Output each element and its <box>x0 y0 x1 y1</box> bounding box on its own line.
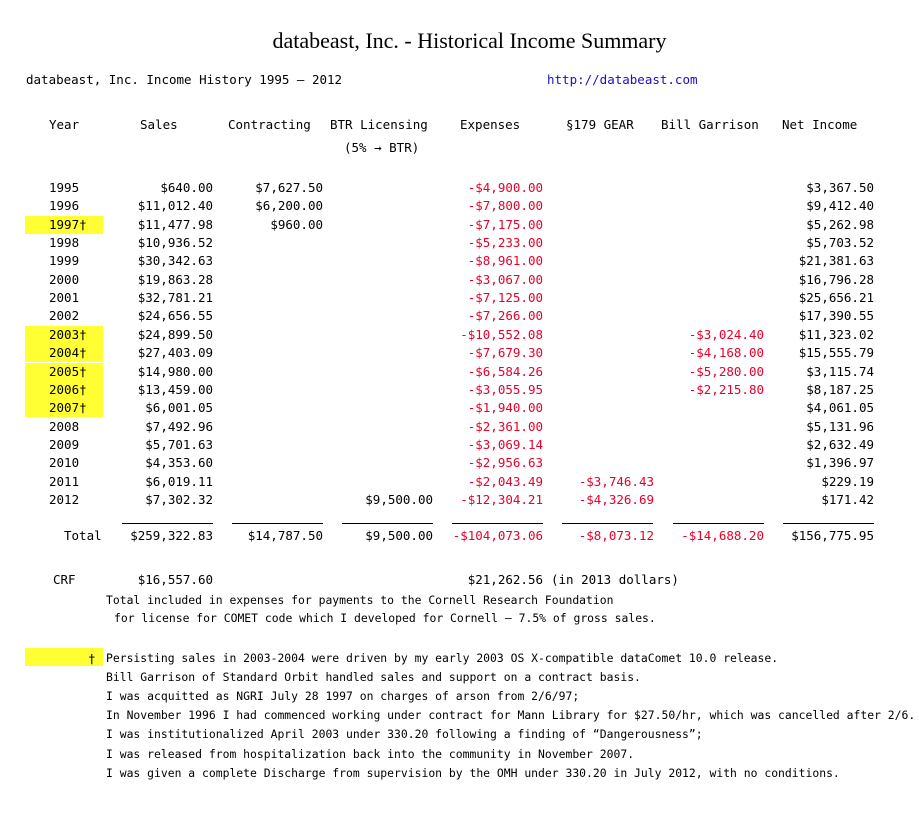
cell-net: $2,632.49 <box>806 437 874 452</box>
total-btr: $9,500.00 <box>365 528 433 543</box>
cell-net: $5,262.98 <box>806 217 874 232</box>
header-garrison: Bill Garrison <box>661 117 759 132</box>
cell-expenses: -$7,175.00 <box>467 217 543 232</box>
cell-net: $1,396.97 <box>806 455 874 470</box>
cell-expenses: -$6,584.26 <box>467 364 543 379</box>
cell-expenses: -$7,125.00 <box>467 290 543 305</box>
cell-net: $25,656.21 <box>798 290 874 305</box>
total-sales: $259,322.83 <box>130 528 213 543</box>
cell-expenses: -$1,940.00 <box>467 400 543 415</box>
table-row <box>0 400 919 418</box>
table-row <box>0 327 919 345</box>
cell-expenses: -$8,961.00 <box>467 253 543 268</box>
cell-expenses: -$4,900.00 <box>467 180 543 195</box>
table-row <box>0 217 919 235</box>
cell-net: $21,381.63 <box>798 253 874 268</box>
cell-year: 2010 <box>49 455 80 470</box>
total-contracting: $14,787.50 <box>247 528 323 543</box>
table-row <box>0 253 919 271</box>
cell-net: $11,323.02 <box>798 327 874 342</box>
cell-sales: $24,656.55 <box>137 308 213 323</box>
cell-sales: $10,936.52 <box>137 235 213 250</box>
cell-net: $16,796.28 <box>798 272 874 287</box>
cell-expenses: -$7,266.00 <box>467 308 543 323</box>
total-rule-btr <box>342 523 433 524</box>
cell-year: 2008 <box>49 419 80 434</box>
total-rule-sales <box>122 523 213 524</box>
total-rule-expenses <box>452 523 543 524</box>
header-contracting: Contracting <box>228 117 311 132</box>
crf-label: CRF <box>53 572 76 587</box>
total-garrison: -$14,688.20 <box>681 528 764 543</box>
cell-contracting: $6,200.00 <box>255 198 323 213</box>
table-row <box>0 308 919 326</box>
cell-sales: $11,012.40 <box>137 198 213 213</box>
cell-expenses: -$3,067.00 <box>467 272 543 287</box>
cell-net: $3,367.50 <box>806 180 874 195</box>
header-btr-sub: (5% → BTR) <box>344 140 420 155</box>
table-row <box>0 272 919 290</box>
cell-sales: $32,781.21 <box>137 290 213 305</box>
crf-value-2013: $21,262.56 <box>467 572 543 587</box>
total-rule-net <box>783 523 874 524</box>
cell-gear: -$3,746.43 <box>578 474 654 489</box>
footnote-line: Persisting sales in 2003-2004 were driven by my early 2003 OS X-compatible dataComet 10.0 release. <box>106 651 779 665</box>
footnote-line: In November 1996 I had commenced working under contract for Mann Library for $27.50/hr, which was cancelled after 2/6. <box>106 708 916 722</box>
total-rule-contracting <box>232 523 323 524</box>
cell-expenses: -$7,679.30 <box>467 345 543 360</box>
cell-year: 1999 <box>49 253 80 268</box>
cell-sales: $5,701.63 <box>145 437 213 452</box>
cell-year: 2005† <box>49 364 87 379</box>
table-row <box>0 437 919 455</box>
cell-sales: $640.00 <box>160 180 213 195</box>
cell-net: $4,061.05 <box>806 400 874 415</box>
footnote-marker: † <box>88 651 96 666</box>
cell-garrison: -$2,215.80 <box>688 382 764 397</box>
cell-net: $3,115.74 <box>806 364 874 379</box>
table-row <box>0 382 919 400</box>
cell-contracting: $960.00 <box>270 217 323 232</box>
cell-year: 1997† <box>49 217 87 232</box>
crf-note-line-1: Total included in expenses for payments to the Cornell Research Foundation <box>106 593 614 607</box>
table-row <box>0 235 919 253</box>
cell-year: 2004† <box>49 345 87 360</box>
cell-sales: $4,353.60 <box>145 455 213 470</box>
crf-note-line-2: for license for COMET code which I developed for Cornell – 7.5% of gross sales. <box>114 611 656 625</box>
cell-sales: $19,863.28 <box>137 272 213 287</box>
table-row <box>0 364 919 382</box>
cell-year: 1998 <box>49 235 80 250</box>
cell-year: 2006† <box>49 382 87 397</box>
total-rule-garrison <box>673 523 764 524</box>
cell-year: 2009 <box>49 437 80 452</box>
cell-net: $17,390.55 <box>798 308 874 323</box>
header-year: Year <box>49 117 80 132</box>
cell-year: 2001 <box>49 290 80 305</box>
cell-expenses: -$12,304.21 <box>460 492 543 507</box>
cell-expenses: -$2,956.63 <box>467 455 543 470</box>
cell-net: $171.42 <box>821 492 874 507</box>
total-label: Total <box>64 528 102 543</box>
cell-sales: $6,001.05 <box>145 400 213 415</box>
cell-sales: $7,302.32 <box>145 492 213 507</box>
cell-net: $5,703.52 <box>806 235 874 250</box>
header-expenses: Expenses <box>460 117 521 132</box>
header-btr-licensing: BTR Licensing <box>330 117 428 132</box>
cell-btr: $9,500.00 <box>365 492 433 507</box>
cell-expenses: -$3,055.95 <box>467 382 543 397</box>
cell-year: 2011 <box>49 474 80 489</box>
cell-sales: $24,899.50 <box>137 327 213 342</box>
cell-expenses: -$3,069.14 <box>467 437 543 452</box>
cell-sales: $7,492.96 <box>145 419 213 434</box>
table-row <box>0 180 919 198</box>
page-title: databeast, Inc. - Historical Income Summary <box>272 28 667 53</box>
cell-garrison: -$3,024.40 <box>688 327 764 342</box>
cell-year: 2000 <box>49 272 80 287</box>
total-expenses: -$104,073.06 <box>452 528 543 543</box>
cell-expenses: -$2,361.00 <box>467 419 543 434</box>
cell-garrison: -$4,168.00 <box>688 345 764 360</box>
cell-expenses: -$5,233.00 <box>467 235 543 250</box>
crf-value-2013-note: (in 2013 dollars) <box>551 572 679 587</box>
cell-year: 1995 <box>49 180 80 195</box>
table-caption: databeast, Inc. Income History 1995 – 2012 <box>26 72 343 87</box>
header-gear: §179 GEAR <box>566 117 634 132</box>
total-gear: -$8,073.12 <box>578 528 654 543</box>
cell-net: $8,187.25 <box>806 382 874 397</box>
cell-net: $9,412.40 <box>806 198 874 213</box>
cell-sales: $6,019.11 <box>145 474 213 489</box>
cell-year: 2007† <box>49 400 87 415</box>
footnote-line: Bill Garrison of Standard Orbit handled sales and support on a contract basis. <box>106 670 641 684</box>
table-row <box>0 345 919 363</box>
site-link[interactable]: http://databeast.com <box>547 72 698 87</box>
crf-value: $16,557.60 <box>137 572 213 587</box>
cell-expenses: -$7,800.00 <box>467 198 543 213</box>
table-row <box>0 419 919 437</box>
header-sales: Sales <box>140 117 178 132</box>
cell-year: 1996 <box>49 198 80 213</box>
table-row <box>0 455 919 473</box>
cell-sales: $11,477.98 <box>137 217 213 232</box>
footnote-line: I was institutionalized April 2003 under 330.20 following a finding of “Dangerousness”; <box>106 727 703 741</box>
cell-expenses: -$10,552.08 <box>460 327 543 342</box>
footnote-line: I was acquitted as NGRI July 28 1997 on charges of arson from 2/6/97; <box>106 689 580 703</box>
cell-net: $5,131.96 <box>806 419 874 434</box>
footnote-line: I was given a complete Discharge from supervision by the OMH under 330.20 in July 2012, with no conditions. <box>106 766 840 780</box>
footnote-line: I was released from hospitalization back into the community in November 2007. <box>106 747 635 761</box>
total-net: $156,775.95 <box>791 528 874 543</box>
cell-sales: $30,342.63 <box>137 253 213 268</box>
cell-sales: $14,980.00 <box>137 364 213 379</box>
cell-sales: $27,403.09 <box>137 345 213 360</box>
cell-year: 2002 <box>49 308 80 323</box>
cell-garrison: -$5,280.00 <box>688 364 764 379</box>
cell-year: 2012 <box>49 492 80 507</box>
table-row <box>0 474 919 492</box>
table-row <box>0 290 919 308</box>
cell-expenses: -$2,043.49 <box>467 474 543 489</box>
cell-year: 2003† <box>49 327 87 342</box>
cell-sales: $13,459.00 <box>137 382 213 397</box>
header-net-income: Net Income <box>782 117 858 132</box>
cell-net: $229.19 <box>821 474 874 489</box>
cell-gear: -$4,326.69 <box>578 492 654 507</box>
total-rule-gear <box>562 523 653 524</box>
cell-net: $15,555.79 <box>798 345 874 360</box>
table-row <box>0 198 919 216</box>
cell-contracting: $7,627.50 <box>255 180 323 195</box>
table-row <box>0 492 919 510</box>
